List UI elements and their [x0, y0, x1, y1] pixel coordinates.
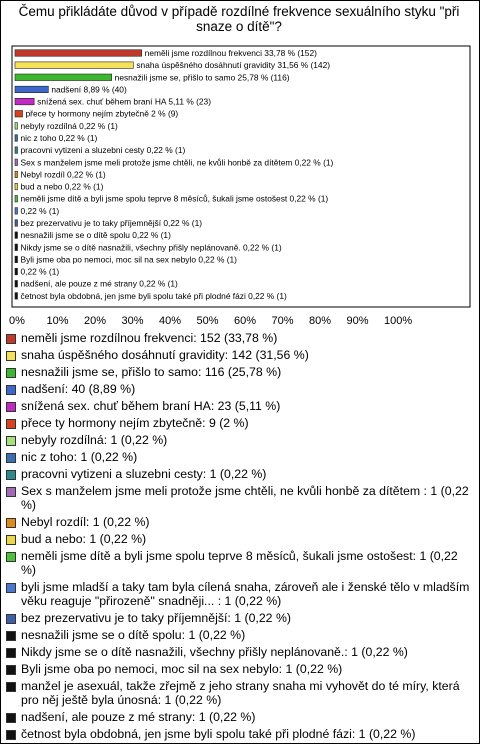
legend-label: nic z toho: 1 (0,22 %) — [21, 450, 138, 464]
bar-label: nic z toho 0,22 % (1) — [20, 133, 98, 143]
legend-item — [6, 331, 476, 345]
legend-item — [6, 433, 476, 447]
bar-label: bud a nebo 0,22 % (1) — [20, 181, 104, 192]
bar-label: Byli jsme oba po nemoci, moc sil na sex nebylo 0,22 % (1) — [20, 254, 237, 265]
bar-label: 0,22 % (1) — [20, 266, 60, 277]
x-tick-label: 100% — [384, 315, 413, 327]
legend-item — [6, 467, 476, 481]
legend-swatch — [6, 552, 16, 562]
legend-label: neměli jsme dítě a byli jsme spolu teprve 8 měsíců, šukali jsme ostošest: 1 (0,22 %) — [21, 549, 458, 577]
legend-label: nesnažili jsme se o dítě spolu: 1 (0,22 %) — [21, 628, 246, 642]
x-tick-label: 40% — [159, 315, 182, 327]
legend-item — [6, 365, 476, 379]
x-tick-label: 70% — [271, 315, 294, 327]
legend-label: četnost byla obdobná, jen jsme byli spolu také při plodné fázi: 1 (0,22 %) — [21, 727, 416, 741]
legend-label: Byli jsme oba po nemoci, moc sil na sex nebylo: 1 (0,22 %) — [21, 662, 343, 676]
bar-label: bez prezervativu je to taky příjemnější 0,22 % (1) — [20, 218, 203, 228]
bar — [15, 232, 18, 239]
chart-legend — [6, 331, 476, 744]
chart-plot — [0, 0, 480, 330]
bar-label: přece ty hormony nejím zbytečně 2 % (9) — [25, 108, 179, 119]
legend-label: manžel je asexuál, takže zřejmě z jeho strany snaha mi vyhovět do té míry, která pro něj ještě byla únosná: 1 (0,22 %) — [21, 679, 460, 707]
legend-swatch — [6, 419, 16, 429]
legend-label: Nikdy jsme se o dítě nasnažili, všechny přišly neplánovaně.: 1 (0,22 %) — [21, 645, 408, 659]
legend-item — [6, 416, 476, 430]
legend-item — [6, 611, 476, 625]
bar-label: nebyly rozdílná 0,22 % (1) — [20, 120, 118, 131]
bar-label: nadšení, ale pouze z mé strany 0,22 % (1) — [20, 278, 178, 289]
legend-swatch — [6, 583, 16, 593]
legend-label: nadšení: 40 (8,89 %) — [21, 382, 136, 396]
bar-label: neměli jsme rozdílnou frekvenci 33,78 % (152) — [144, 48, 317, 58]
legend-item — [6, 662, 476, 676]
bar — [15, 74, 112, 81]
bar-label: snížená sex. chuť během braní HA 5,11 % (23) — [37, 96, 212, 107]
bar-label: nadšení 8,89 % (40) — [51, 84, 127, 95]
legend-swatch — [6, 470, 16, 480]
legend-swatch — [6, 614, 16, 624]
legend-item — [6, 679, 476, 707]
x-tick-label: 60% — [234, 315, 257, 327]
bar — [15, 195, 18, 202]
legend-item — [6, 515, 476, 529]
legend-swatch — [6, 334, 16, 344]
legend-swatch — [6, 518, 16, 528]
bar — [15, 159, 18, 166]
bar — [15, 86, 48, 93]
legend-label: bez prezervativu je to taky příjemnější: 1 (0,22 %) — [21, 611, 291, 625]
legend-item — [6, 532, 476, 546]
bar — [15, 183, 18, 190]
x-tick-label: 10% — [46, 315, 69, 327]
bar-label: Nebyl rozdíl 0,22 % (1) — [20, 169, 106, 180]
bar — [15, 123, 18, 130]
chart-title: Čemu přikládáte důvod v případě rozdílné frekvence sexuálního styku "při snaze o dítě"? — [18, 4, 460, 34]
bar — [15, 50, 142, 57]
legend-label: snížená sex. chuť během braní HA: 23 (5,11 %) — [21, 399, 281, 413]
legend-swatch — [6, 631, 16, 641]
legend-label: byli jsme mladší a taky tam byla cílená snaha, zároveň ale i ženské tělo v mladším věku reaguje "přirozeně" snadněji... : 1 (0,22 %) — [21, 580, 470, 608]
bar — [15, 208, 18, 215]
bar — [15, 62, 133, 68]
legend-swatch — [6, 368, 16, 378]
legend-label: Nebyl rozdíl: 1 (0,22 %) — [21, 515, 150, 529]
legend-item — [6, 348, 476, 362]
bar — [15, 293, 18, 300]
legend-swatch — [6, 535, 16, 545]
legend-item — [6, 382, 476, 396]
bar — [15, 268, 18, 275]
bar-label: snaha úspěšného dosáhnutí gravidity 31,56 % (142) — [136, 60, 331, 71]
legend-item — [6, 727, 476, 741]
legend-item — [6, 645, 476, 659]
legend-swatch — [6, 385, 16, 395]
legend-label: nesnažili jsme se, přišlo to samo: 116 (25,78 %) — [21, 365, 282, 379]
legend-swatch — [6, 436, 16, 446]
x-tick-label: 50% — [196, 315, 219, 327]
bar — [15, 171, 18, 178]
bar-label: nesnažili jsme se, přišlo to samo 25,78 % (116) — [114, 72, 290, 83]
bar-label: 0,22 % (1) — [20, 205, 60, 216]
legend-item — [6, 450, 476, 464]
x-tick-label: 80% — [309, 315, 332, 327]
legend-swatch — [6, 730, 16, 740]
x-tick-label: 90% — [346, 315, 369, 327]
x-tick-label: 0% — [9, 315, 25, 327]
legend-item — [6, 484, 476, 512]
bar — [15, 256, 18, 263]
bar — [15, 98, 34, 105]
bar-label: pracovni vytizeni a sluzebni cesty 0,22 % (1) — [20, 145, 186, 156]
legend-label: Sex s manželem jsme meli protože jsme chtěli, ne kvůli honbě za dítětem : 1 (0,22 %) — [21, 484, 469, 512]
bar — [15, 110, 23, 117]
legend-swatch — [6, 487, 16, 497]
bar — [15, 147, 18, 154]
legend-item — [6, 710, 476, 724]
x-tick-label: 20% — [84, 315, 107, 327]
bar-label: neměli jsme dítě a byli jsme spolu teprve 8 měsíců, šukali jsme ostošest 0,22 % (1) — [20, 193, 329, 204]
legend-swatch — [6, 402, 16, 412]
legend-swatch — [6, 713, 16, 723]
legend-swatch — [6, 665, 16, 675]
x-tick-label: 30% — [121, 315, 144, 327]
legend-swatch — [6, 351, 16, 361]
legend-swatch — [6, 682, 16, 692]
legend-item — [6, 549, 476, 577]
bar — [15, 220, 18, 227]
bar-label: Sex s manželem jsme meli protože jsme chtěli, ne kvůli honbě za dítětem 0,22 % (1) — [20, 157, 334, 168]
bar-label: četnost byla obdobná, jen jsme byli spolu také při plodné fázi 0,22 % (1) — [20, 290, 287, 301]
bar — [15, 244, 18, 251]
legend-label: nebyly rozdílná: 1 (0,22 %) — [21, 433, 168, 447]
legend-swatch — [6, 453, 16, 463]
legend-swatch — [6, 648, 16, 658]
legend-label: nadšení, ale pouze z mé strany: 1 (0,22 %) — [21, 710, 256, 724]
legend-label: pracovni vytizeni a sluzebni cesty: 1 (0,22 %) — [21, 467, 267, 481]
legend-item — [6, 580, 476, 608]
legend-label: snaha úspěšného dosáhnutí gravidity: 142 (31,56 %) — [21, 348, 309, 362]
legend-item — [6, 628, 476, 642]
legend-label: neměli jsme rozdílnou frekvenci: 152 (33,78 %) — [21, 331, 278, 345]
legend-label: přece ty hormony nejím zbytečně: 9 (2 %) — [21, 416, 249, 430]
legend-item — [6, 399, 476, 413]
bar — [15, 135, 18, 142]
legend-label: bud a nebo: 1 (0,22 %) — [21, 532, 147, 546]
bar-label: nesnažili jsme se o dítě spolu 0,22 % (1) — [20, 230, 171, 241]
bar — [15, 280, 18, 287]
bar-label: Nikdy jsme se o dítě nasnažili, všechny přišly neplánovaně. 0,22 % (1) — [20, 242, 282, 253]
